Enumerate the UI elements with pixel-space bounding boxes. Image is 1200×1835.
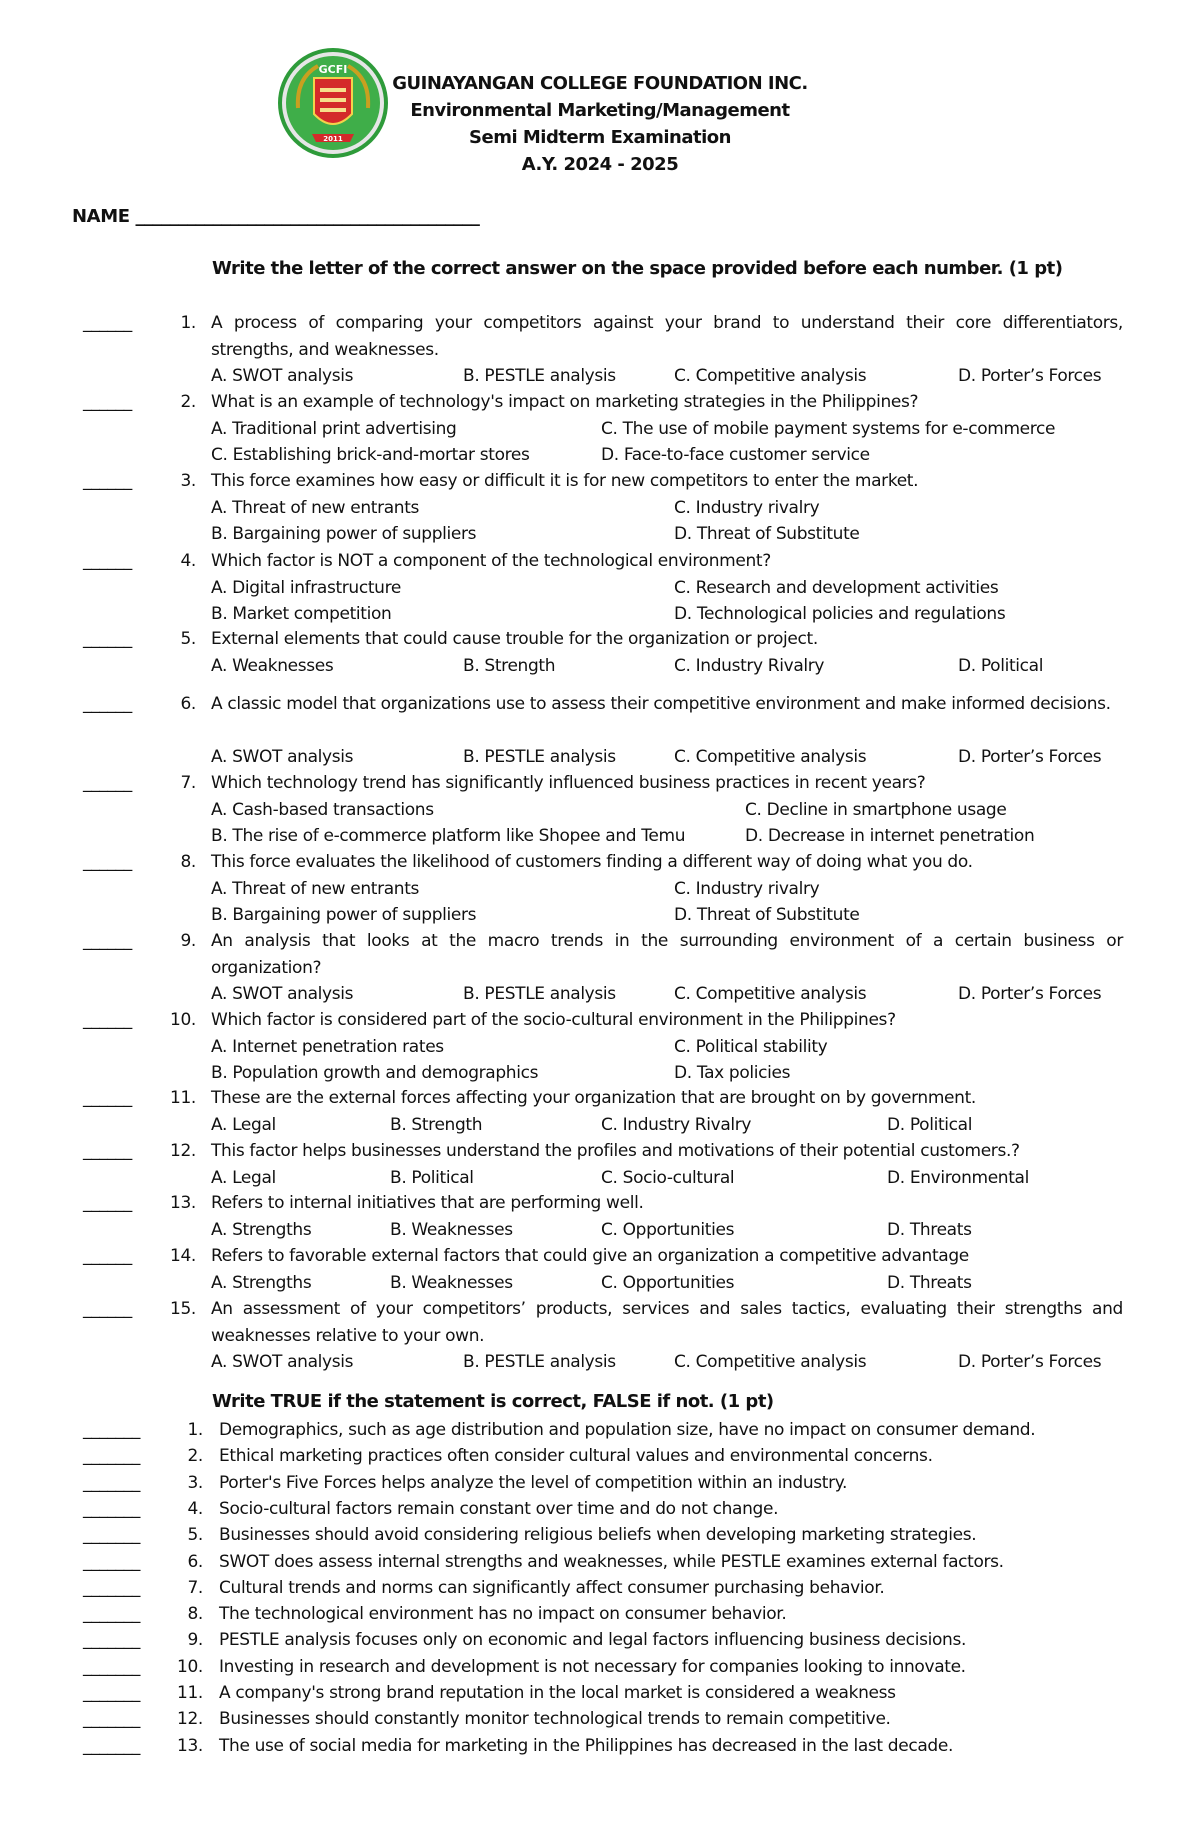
answer-option: C. Competitive analysis: [674, 1352, 867, 1373]
question-stem: Which technology trend has significantly influenced business practices in recent years?: [211, 773, 926, 793]
answer-option: C. Decline in smartphone usage: [745, 799, 1007, 820]
question-number: 13.: [170, 1193, 196, 1213]
question-stem: Refers to favorable external factors that could give an organization a competitive advantage: [211, 1246, 969, 1266]
answer-option: B. Market competition: [211, 604, 392, 625]
answer-option: B. Strength: [390, 1114, 483, 1135]
item-statement: Cultural trends and norms can significantly affect consumer purchasing behavior.: [219, 1577, 885, 1598]
answer-option: B. PESTLE analysis: [463, 984, 616, 1005]
answer-option: C. Competitive analysis: [674, 747, 867, 768]
answer-blank: ______: [83, 694, 132, 714]
answer-option: A. Weaknesses: [211, 655, 334, 676]
answer-option: D. Environmental: [887, 1167, 1029, 1188]
answer-option: C. Competitive analysis: [674, 984, 867, 1005]
answer-option: A. Legal: [211, 1167, 276, 1188]
item-statement: Porter's Five Forces helps analyze the level of competition within an industry.: [219, 1472, 848, 1493]
answer-blank: _______: [83, 1498, 141, 1519]
question-stem: Which factor is NOT a component of the technological environment?: [211, 551, 771, 571]
question-stem: A classic model that organizations use to assess their competitive environment and make informed decisions.: [211, 694, 1111, 714]
answer-option: C. Industry rivalry: [674, 878, 820, 899]
item-number: 1.: [187, 1420, 203, 1440]
item-number: 5.: [187, 1525, 203, 1546]
exam-title: Semi Midterm Examination: [469, 127, 731, 148]
answer-option: D. Porter’s Forces: [958, 984, 1102, 1005]
answer-option: C. Industry Rivalry: [674, 655, 825, 676]
answer-option: D. Threat of Substitute: [674, 524, 860, 545]
answer-option: A. Internet penetration rates: [211, 1036, 444, 1057]
answer-option: C. Competitive analysis: [674, 366, 867, 387]
item-statement: Socio-cultural factors remain constant over time and do not change.: [219, 1498, 779, 1519]
answer-option: C. Opportunities: [601, 1272, 735, 1293]
answer-option: B. The rise of e-commerce platform like Shopee and Temu: [211, 826, 686, 847]
answer-option: D. Political: [958, 655, 1044, 676]
item-statement: PESTLE analysis focuses only on economic and legal factors influencing business decisions.: [219, 1630, 967, 1651]
question-stem: This force evaluates the likelihood of customers finding a different way of doing what you do.: [211, 852, 973, 872]
answer-option: A. SWOT analysis: [211, 1352, 354, 1373]
question-number: 9.: [180, 931, 196, 951]
answer-option: A. Threat of new entrants: [211, 497, 420, 518]
answer-blank: ______: [83, 313, 132, 333]
answer-blank: ______: [83, 551, 132, 571]
answer-option: B. Weaknesses: [390, 1219, 513, 1240]
answer-option: D. Political: [887, 1114, 973, 1135]
answer-option: D. Porter’s Forces: [958, 1352, 1102, 1373]
answer-option: C. Opportunities: [601, 1219, 735, 1240]
question-number: 11.: [170, 1088, 196, 1108]
question-number: 5.: [180, 629, 196, 649]
item-number: 10.: [177, 1656, 203, 1677]
academic-year: A.Y. 2024 - 2025: [521, 154, 679, 175]
answer-option: A. SWOT analysis: [211, 747, 354, 768]
logo-text: GCFI: [318, 63, 348, 76]
answer-option: D. Porter’s Forces: [958, 747, 1102, 768]
answer-option: D. Tax policies: [674, 1063, 791, 1084]
answer-option: B. Population growth and demographics: [211, 1063, 539, 1084]
section2-instruction: Write TRUE if the statement is correct, FALSE if not. (1 pt): [212, 1391, 774, 1412]
answer-option: B. PESTLE analysis: [463, 366, 616, 387]
question-number: 3.: [180, 471, 196, 491]
item-number: 6.: [187, 1551, 203, 1572]
item-statement: The use of social media for marketing in the Philippines has decreased in the last decade.: [219, 1735, 954, 1756]
answer-blank: ______: [83, 471, 132, 491]
item-statement: Ethical marketing practices often consider cultural values and environmental concerns.: [219, 1446, 933, 1467]
answer-blank: ______: [83, 1193, 132, 1213]
answer-blank: _______: [83, 1551, 141, 1572]
answer-option: B. PESTLE analysis: [463, 1352, 616, 1373]
answer-blank: ______: [83, 852, 132, 872]
answer-option: B. Bargaining power of suppliers: [211, 524, 477, 545]
question-stem: Which factor is considered part of the socio-cultural environment in the Philippines?: [211, 1010, 896, 1030]
answer-option: C. Research and development activities: [674, 577, 999, 598]
answer-blank: _______: [83, 1472, 141, 1493]
answer-option: D. Technological policies and regulations: [674, 604, 1006, 625]
item-number: 8.: [187, 1604, 203, 1625]
answer-option: A. SWOT analysis: [211, 366, 354, 387]
question-number: 1.: [180, 313, 196, 333]
question-number: 6.: [180, 694, 196, 714]
section1-instruction: Write the letter of the correct answer on the space provided before each number. (1 pt): [212, 258, 1063, 279]
answer-blank: _______: [83, 1420, 141, 1440]
answer-option: C. Socio-cultural: [601, 1167, 735, 1188]
answer-option: D. Decrease in internet penetration: [745, 826, 1035, 847]
answer-option: A. SWOT analysis: [211, 984, 354, 1005]
question-stem: This force examines how easy or difficult it is for new competitors to enter the market.: [211, 471, 919, 491]
course-title: Environmental Marketing/Management: [410, 100, 790, 121]
answer-blank: ______: [83, 1010, 132, 1030]
item-number: 7.: [187, 1577, 203, 1598]
item-statement: Investing in research and development is not necessary for companies looking to innovate.: [219, 1656, 966, 1677]
answer-option: B. Bargaining power of suppliers: [211, 905, 477, 926]
question-stem: External elements that could cause trouble for the organization or project.: [211, 629, 818, 649]
school-name: GUINAYANGAN COLLEGE FOUNDATION INC.: [392, 73, 808, 94]
question-number: 7.: [180, 773, 196, 793]
item-statement: The technological environment has no impact on consumer behavior.: [219, 1604, 787, 1625]
question-stem: What is an example of technology's impact on marketing strategies in the Philippines?: [211, 392, 919, 412]
answer-blank: _______: [83, 1630, 141, 1651]
item-number: 3.: [187, 1472, 203, 1493]
document-header: [300, 70, 900, 178]
answer-option: D. Face-to-face customer service: [601, 445, 870, 466]
answer-option: D. Threat of Substitute: [674, 905, 860, 926]
answer-blank: _______: [83, 1683, 141, 1703]
answer-option: A. Traditional print advertising: [211, 418, 457, 439]
answer-option: C. Political stability: [674, 1036, 828, 1057]
answer-blank: ______: [83, 1299, 132, 1319]
answer-option: B. PESTLE analysis: [463, 747, 616, 768]
answer-option: C. Industry rivalry: [674, 497, 820, 518]
answer-blank: _______: [83, 1656, 141, 1677]
item-number: 11.: [177, 1683, 203, 1703]
answer-blank: _______: [83, 1735, 141, 1756]
question-stem: These are the external forces affecting your organization that are brought on by government.: [211, 1088, 976, 1108]
question-number: 8.: [180, 852, 196, 872]
question-number: 10.: [170, 1010, 196, 1030]
answer-blank: ______: [83, 629, 132, 649]
question-stem: An analysis that looks at the macro trends in the surrounding environment of a certain business or organization?: [211, 931, 1123, 978]
item-statement: Demographics, such as age distribution and population size, have no impact on consumer demand.: [219, 1420, 1036, 1440]
question-stem: This factor helps businesses understand the profiles and motivations of their potential customers.?: [211, 1141, 1020, 1161]
answer-option: B. Strength: [463, 655, 556, 676]
item-number: 2.: [187, 1446, 203, 1467]
answer-option: C. Industry Rivalry: [601, 1114, 752, 1135]
item-number: 4.: [187, 1498, 203, 1519]
answer-option: C. Establishing brick-and-mortar stores: [211, 445, 530, 466]
answer-option: B. Political: [390, 1167, 474, 1188]
answer-blank: ______: [83, 931, 132, 951]
question-number: 15.: [170, 1299, 196, 1319]
question-number: 2.: [180, 392, 196, 412]
item-statement: SWOT does assess internal strengths and weaknesses, while PESTLE examines external factors.: [219, 1551, 1004, 1572]
answer-option: A. Cash-based transactions: [211, 799, 434, 820]
logo-year: 2011: [323, 135, 343, 143]
answer-option: A. Threat of new entrants: [211, 878, 420, 899]
question-stem: A process of comparing your competitors against your brand to understand their core differentiators, strengths, and weaknesses.: [211, 313, 1123, 360]
answer-blank: _______: [83, 1525, 141, 1546]
answer-option: A. Legal: [211, 1114, 276, 1135]
answer-blank: _______: [83, 1604, 141, 1625]
answer-blank: _______: [83, 1709, 141, 1730]
question-number: 4.: [180, 551, 196, 571]
answer-option: B. Weaknesses: [390, 1272, 513, 1293]
answer-option: A. Digital infrastructure: [211, 577, 401, 598]
answer-blank: ______: [83, 1141, 132, 1161]
answer-blank: ______: [83, 392, 132, 412]
answer-option: C. The use of mobile payment systems for e-commerce: [601, 418, 1056, 439]
question-number: 12.: [170, 1141, 196, 1161]
answer-option: D. Threats: [887, 1272, 972, 1293]
item-number: 13.: [177, 1735, 203, 1756]
question-stem: Refers to internal initiatives that are performing well.: [211, 1193, 644, 1213]
question-stem: An assessment of your competitors’ products, services and sales tactics, evaluating their strengths and weaknesses relative to your own.: [211, 1299, 1123, 1346]
item-statement: Businesses should avoid considering religious beliefs when developing marketing strategies.: [219, 1525, 977, 1546]
answer-blank: ______: [83, 773, 132, 793]
answer-option: D. Porter’s Forces: [958, 366, 1102, 387]
answer-blank: _______: [83, 1446, 141, 1467]
item-statement: A company's strong brand reputation in the local market is considered a weakness: [219, 1683, 896, 1703]
item-number: 12.: [177, 1709, 203, 1730]
item-statement: Businesses should constantly monitor technological trends to remain competitive.: [219, 1709, 891, 1730]
answer-option: D. Threats: [887, 1219, 972, 1240]
name-field: NAME ________________________________________: [72, 206, 480, 227]
question-number: 14.: [170, 1246, 196, 1266]
answer-option: A. Strengths: [211, 1219, 312, 1240]
item-number: 9.: [187, 1630, 203, 1651]
answer-option: A. Strengths: [211, 1272, 312, 1293]
answer-blank: ______: [83, 1088, 132, 1108]
answer-blank: ______: [83, 1246, 132, 1266]
answer-blank: _______: [83, 1577, 141, 1598]
